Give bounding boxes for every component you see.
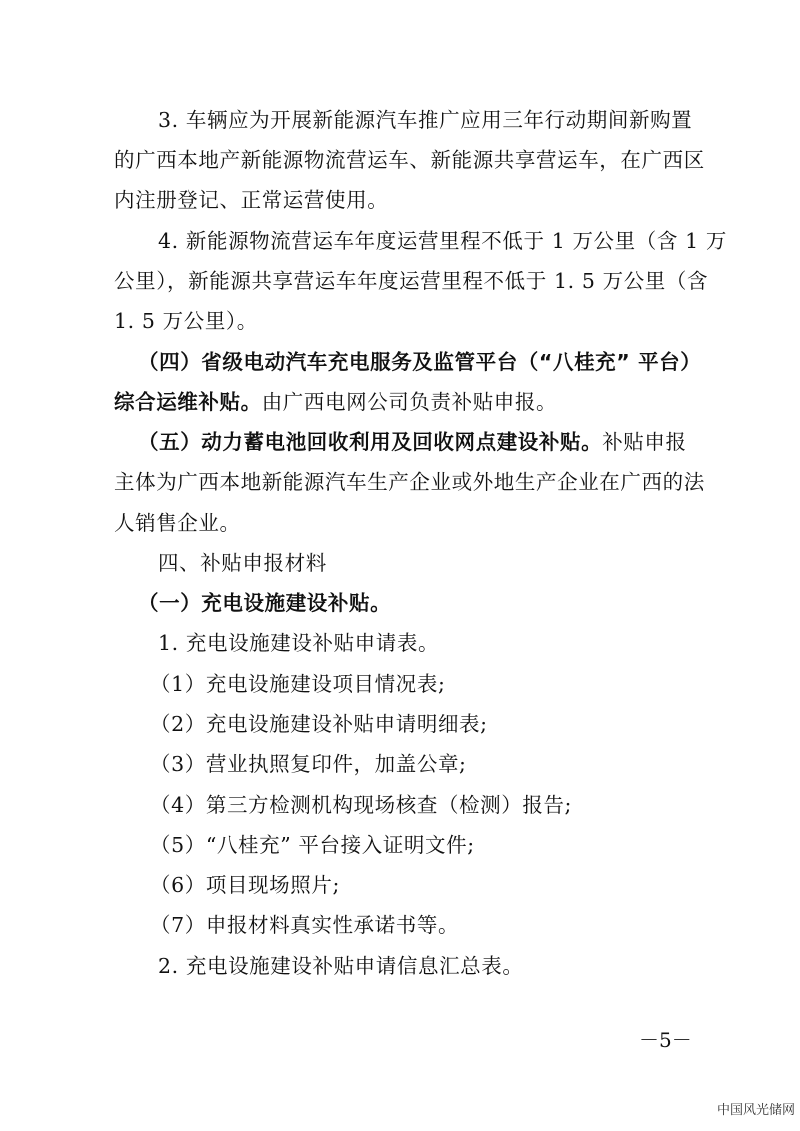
section-si-line2 bbox=[114, 388, 557, 416]
heading-four: 四、补贴申报材料 bbox=[158, 551, 327, 575]
section-wu-line3: 人销售企业。 bbox=[114, 511, 241, 535]
para3-line1: 3. 车辆应为开展新能源汽车推广应用三年行动期间新购置 bbox=[158, 108, 693, 132]
para4-line1: 4. 新能源物流营运车年度运营里程不低于 1 万公里（含 1 万 bbox=[158, 229, 727, 253]
section-wu-line1 bbox=[138, 428, 687, 456]
section-si-body: 由广西电网公司负责补贴申报。 bbox=[261, 390, 558, 414]
section-wu-line2: 主体为广西本地新能源汽车生产企业或外地生产企业在广西的法 bbox=[114, 470, 705, 494]
subheading-charging-subsidy: （一）充电设施建设补贴。 bbox=[138, 591, 392, 615]
para4-line3: 1. 5 万公里）。 bbox=[114, 309, 258, 333]
item-2: 2. 充电设施建设补贴申请信息汇总表。 bbox=[158, 954, 524, 978]
para3-line3: 内注册登记、正常运营使用。 bbox=[114, 188, 389, 212]
subitem-7: （7）申报材料真实性承诺书等。 bbox=[150, 913, 460, 937]
section-si-title-line1: （四）省级电动汽车充电服务及监管平台（“八桂充” 平台） bbox=[138, 350, 702, 374]
section-wu-title: （五）动力蓄电池回收利用及回收网点建设补贴。 bbox=[138, 430, 603, 454]
subitem-1: （1）充电设施建设项目情况表; bbox=[150, 672, 446, 696]
subitem-3: （3）营业执照复印件，加盖公章; bbox=[150, 752, 467, 776]
subitem-4: （4）第三方检测机构现场核查（检测）报告; bbox=[150, 793, 573, 817]
subitem-5: （5）“八桂充” 平台接入证明文件; bbox=[150, 833, 475, 857]
item-1: 1. 充电设施建设补贴申请表。 bbox=[158, 631, 440, 655]
section-wu-body-start: 补贴申报 bbox=[602, 430, 687, 454]
page-number: －5－ bbox=[639, 1028, 692, 1052]
para3-line2: 的广西本地产新能源物流营运车、新能源共享营运车，在广西区 bbox=[114, 148, 705, 172]
subitem-2: （2）充电设施建设补贴申请明细表; bbox=[150, 712, 488, 736]
subitem-6: （6）项目现场照片; bbox=[150, 873, 340, 897]
watermark: 中国风光储网 bbox=[717, 1103, 796, 1118]
para4-line2: 公里），新能源共享营运车年度运营里程不低于 1. 5 万公里（含 bbox=[114, 269, 709, 293]
section-si-title-line2: 综合运维补贴。 bbox=[114, 390, 262, 414]
